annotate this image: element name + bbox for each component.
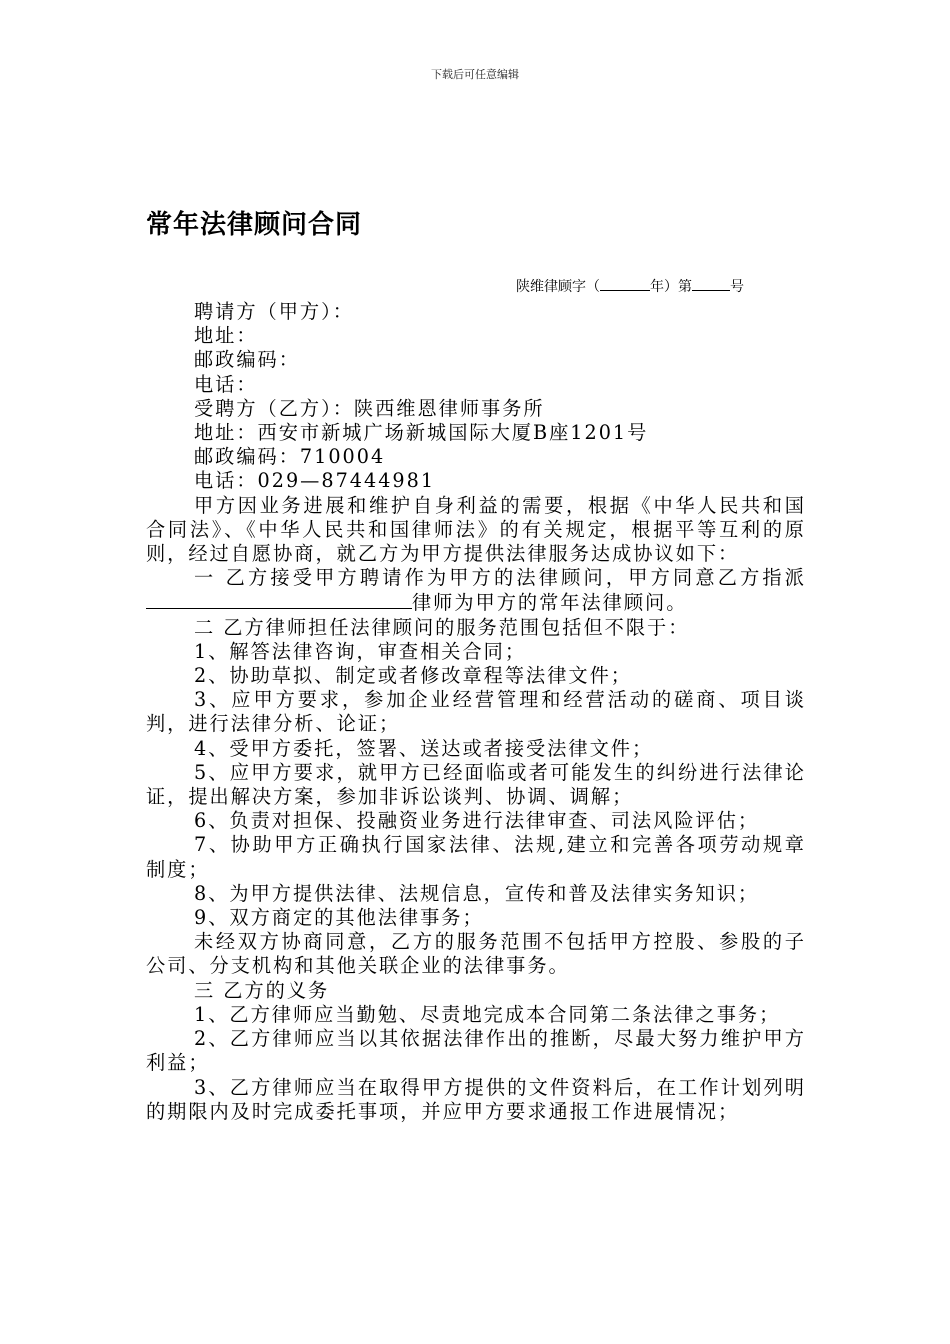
- party-line: 邮政编码：710004: [194, 445, 386, 469]
- clause-3-heading: 三 乙方的义务: [194, 978, 330, 1002]
- header-note: 下载后可任意编辑: [431, 68, 519, 81]
- contract-body: [146, 300, 806, 1124]
- clause-1-paragraph: [146, 566, 806, 615]
- lawyer-name-blank: [146, 590, 412, 609]
- clause-2-item: 9、双方商定的其他法律事务；: [194, 906, 484, 930]
- clause-2-heading: 二 乙方律师担任法律顾问的服务范围包括但不限于：: [194, 615, 690, 639]
- party-line: 电话：: [194, 372, 258, 396]
- document-reference-number: [516, 276, 744, 296]
- ref-num-suffix: 号: [730, 279, 744, 295]
- clause-1-text-after: 律师为甲方的常年法律顾问。: [412, 591, 688, 615]
- party-line: 地址：西安市新城广场新城国际大厦B座1201号: [194, 421, 649, 445]
- party-line: 邮政编码：: [194, 348, 300, 372]
- party-line: 电话：029—87444981: [194, 469, 436, 493]
- ref-prefix: 陕维律顾字（: [516, 279, 600, 295]
- clause-2-item: 2、协助草拟、制定或者修改章程等法律文件；: [194, 664, 632, 688]
- clause-2-item: 6、负责对担保、投融资业务进行法律审查、司法风险评估；: [194, 809, 760, 833]
- ref-year-suffix: 年）第: [650, 279, 692, 295]
- clause-3-item: 1、乙方律师应当勤勉、尽责地完成本合同第二条法律之事务；: [194, 1002, 781, 1026]
- clause-2-item: 3、应甲方要求，参加企业经营管理和经营活动的磋商、项目谈判，进行法律分析、论证；: [146, 688, 806, 736]
- party-line: 聘请方（甲方）：: [194, 300, 354, 323]
- page-title: 常年法律顾问合同: [146, 210, 363, 240]
- clause-2-item: 8、为甲方提供法律、法规信息，宣传和普及法律实务知识；: [194, 881, 760, 905]
- clause-2-note: 未经双方协商同意，乙方的服务范围不包括甲方控股、参股的子公司、分支机构和其他关联企业的法律事务。: [146, 930, 806, 978]
- clause-2-item: 4、受甲方委托，签署、送达或者接受法律文件；: [194, 736, 654, 760]
- clause-2-item: 7、协助甲方正确执行国家法律、法规,建立和完善各项劳动规章制度；: [146, 833, 806, 881]
- clause-1-text-before: 一 乙方接受甲方聘请作为甲方的法律顾问，甲方同意乙方指派: [194, 566, 806, 590]
- preamble-paragraph: 甲方因业务进展和维护自身利益的需要，根据《中华人民共和国合同法》、《中华人民共和国律师法》的有关规定，根据平等互利的原则，经过自愿协商，就乙方为甲方提供法律服务达成协议如下：: [146, 493, 806, 566]
- party-line: 地址：: [194, 324, 258, 348]
- ref-year-blank: [600, 278, 650, 291]
- clause-3-item: 2、乙方律师应当以其依据法律作出的推断，尽最大努力维护甲方利益；: [146, 1027, 806, 1075]
- clause-3-item: 3、乙方律师应当在取得甲方提供的文件资料后，在工作计划列明的期限内及时完成委托事项，并应甲方要求通报工作进展情况；: [146, 1075, 806, 1123]
- ref-number-blank: [692, 278, 730, 291]
- party-line: 受聘方（乙方）：陕西维恩律师事务所: [194, 396, 545, 420]
- clause-2-item: 1、解答法律咨询，审查相关合同；: [194, 639, 527, 663]
- clause-2-item: 5、应甲方要求，就甲方已经面临或者可能发生的纠纷进行法律论证，提出解决方案，参加非诉讼谈判、协调、调解；: [146, 760, 806, 809]
